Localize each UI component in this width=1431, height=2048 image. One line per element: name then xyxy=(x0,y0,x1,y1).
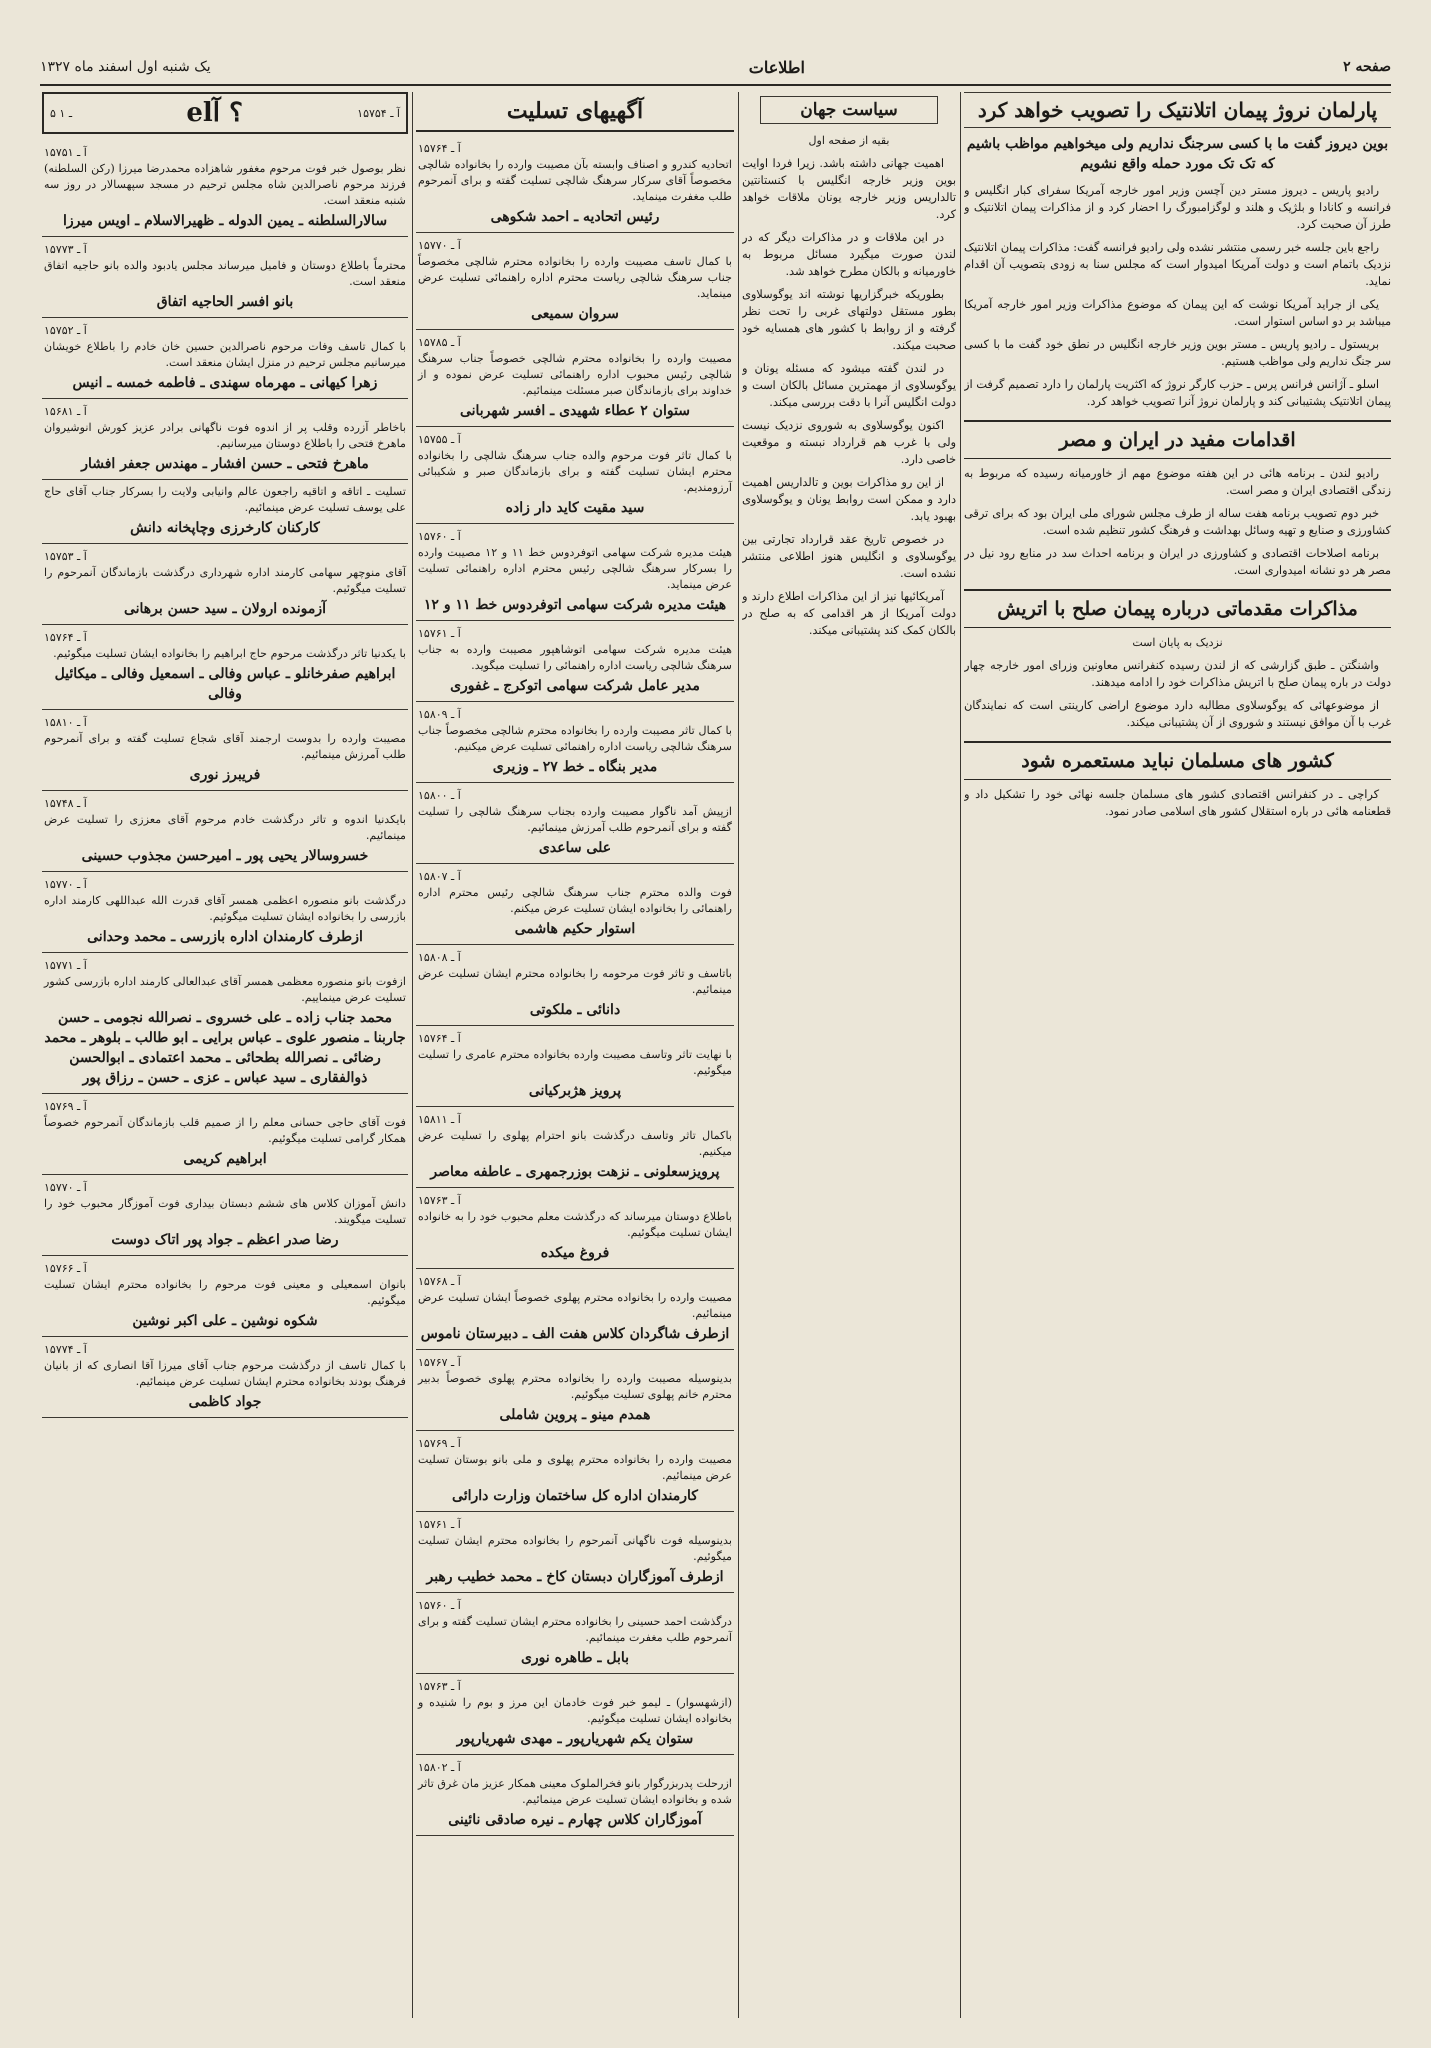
ad-text: ازرحلت پدربزرگوار بانو فخرالملوک معینی همکار عزیز مان غرق تاثر شده و بخانواده ایشان تسلیت عرض مینمائیم. xyxy=(418,1777,732,1806)
ad-text: مصیبت وارده را بخانواده محترم شالچی خصوصاً جناب سرهنگ شالچی رئیس محبوب اداره راهنمائی تسلیت عرض نموده و از خداوند برای بازماندگان صبر مسئلت مینمائیم. xyxy=(418,352,732,397)
ad-signature: علی ساعدی xyxy=(538,840,612,856)
ad-code: آ ـ ۱۵۷۵۱ xyxy=(44,146,87,159)
notices-column xyxy=(42,92,408,2018)
ad-code: آ ـ ۱۵۷۶۹ xyxy=(418,1437,461,1450)
ad-code: آ ـ ۱۵۷۷۳ xyxy=(44,243,87,256)
ad-signature: ازطرف شاگردان کلاس هفت الف ـ دبیرستان ناموس xyxy=(420,1326,730,1342)
condolence-ad xyxy=(416,1350,734,1431)
article-body xyxy=(742,155,956,639)
ad-text: باتاسف و تاثر فوت مرحومه را بخانواده محترم ایشان تسلیت عرض مینمائیم. xyxy=(418,967,732,996)
ad-signature: فریبرز نوری xyxy=(189,767,261,783)
ad-signature: بابل ـ طاهره نوری xyxy=(520,1650,630,1666)
condolence-ad xyxy=(42,1337,408,1418)
header-logo-mark: el؟ xyxy=(186,97,243,128)
condolence-ad xyxy=(42,544,408,625)
ad-signature: مدیر عامل شرکت سهامی اتوکرج ـ غفوری xyxy=(450,678,700,694)
ad-signature: پرویز هژبرکیانی xyxy=(528,1083,622,1099)
ad-code: آ ـ ۱۵۶۸۱ xyxy=(44,405,87,418)
ad-text: باخاطر آزرده وقلب پر از اندوه فوت ناگهانی برادر عزیز کورش انوشیروان ماهرخ فتحی را باطلاع دوستان میرسانیم. xyxy=(44,421,406,450)
condolence-ad xyxy=(416,1269,734,1350)
ad-code: آ ـ ۱۵۷۴۸ xyxy=(44,797,87,810)
ad-text: هیئت مدیره شرکت سهامی اتوفردوس خط ۱۱ و ۱۲ مصیبت وارده را بسرکار سرهنگ شالچی رئیس محترم اداره راهنمائی تسلیت عرض مینماید. xyxy=(418,546,733,591)
ad-code: آ ـ ۱۵۷۶۴ xyxy=(418,142,461,155)
ad-signature: ستوان ۲ عطاء شهیدی ـ افسر شهربانی xyxy=(459,403,691,419)
ad-signature: سید مقیت کاید دار زاده xyxy=(505,500,645,516)
article-paragraph: در لندن گفته میشود که مسئله یونان و یوگوسلاوی از مهمترین مسائل بالکان است و دولت انگلیس آنرا با دقت بررسی میکند. xyxy=(742,362,956,409)
notices-header xyxy=(42,92,408,134)
ad-code: آ ـ ۱۵۸۱۱ xyxy=(418,1113,461,1126)
ad-code: آ ـ ۱۵۸۰۷ xyxy=(418,870,461,883)
ad-code: آ ـ ۱۵۷۶۴ xyxy=(418,1032,461,1045)
ad-code: آ ـ ۱۵۸۱۰ xyxy=(44,716,87,729)
condolence-ad xyxy=(416,1431,734,1512)
ad-text: با کمال تاسف وفات مرحوم ناصرالدین حسین خان خادم را باطلاع خویشان میرسانیم مجلس ترحیم در منزل ایشان منعقد است. xyxy=(44,340,406,369)
condolence-ad xyxy=(416,783,734,864)
header-code-left: ۵ ـ ۱ xyxy=(50,106,73,120)
condolence-ad xyxy=(416,330,734,427)
ad-code: آ ـ ۱۵۸۰۰ xyxy=(418,789,461,802)
condolence-ad xyxy=(416,1188,734,1269)
ad-signature: شکوه نوشین ـ علی اکبر نوشین xyxy=(132,1313,318,1329)
ad-signature: کارمندان اداره کل ساختمان وزارت دارائی xyxy=(452,1488,698,1504)
article-body xyxy=(964,657,1391,731)
ad-signature: دانائی ـ ملکوتی xyxy=(529,1002,621,1018)
ad-text: بدینوسیله مصیبت وارده را بخانواده محترم پهلوی خصوصاً بدبیر محترم خانم پهلوی تسلیت میگوئیم. xyxy=(418,1372,732,1401)
condolence-ad xyxy=(416,1107,734,1188)
article-paragraph: کراچی ـ در کنفرانس اقتصادی کشور های مسلمان جلسه نهائی خود را تشکیل داد و قطعنامه هائی در باره استقلال کشور های اسلامی صادر نمود. xyxy=(964,788,1391,818)
newspaper-name: اطلاعات xyxy=(748,57,805,77)
ad-text: آقای منوچهر سهامی کارمند اداره شهرداری درگذشت بازماندگان آنمرحوم را تسلیت میگوئیم. xyxy=(44,566,406,595)
ad-signature: رئیس اتحادیه ـ احمد شکوهی xyxy=(490,209,660,225)
header-logo-letter: آ xyxy=(212,97,220,128)
article-paragraph: خبر دوم تصویب برنامه هفت ساله از طرف مجلس شورای ملی ایران بود که برای ترقی کشاورزی و صنایع و تهیه وسائل بهداشت و فرهنگ کشور تنظیم شده است. xyxy=(964,507,1391,537)
condolence-ad xyxy=(416,136,734,233)
condolence-ad xyxy=(42,318,408,399)
ad-code: آ ـ ۱۵۷۶۳ xyxy=(418,1680,461,1693)
ad-code: آ ـ ۱۵۷۶۳ xyxy=(418,1194,461,1207)
condolence-ad xyxy=(42,953,408,1094)
page-number: صفحه ۲ xyxy=(1343,59,1391,75)
ad-text: بدینوسیله فوت ناگهانی آنمرحوم را بخانواده محترم ایشان تسلیت میگوئیم. xyxy=(418,1534,732,1563)
ad-code: آ ـ ۱۵۷۷۴ xyxy=(44,1343,87,1356)
ad-text: (ازشهسوار) ـ لیمو خبر فوت خادمان این مرز و بوم را شنیده و بخانواده ایشان تسلیت میگوئیم. xyxy=(418,1696,732,1725)
condolence-ad xyxy=(42,140,408,237)
headline-austria-treaty: مذاکرات مقدماتی درباره پیمان صلح با اتریش xyxy=(964,589,1391,628)
article-paragraph: راجع باین جلسه خبر رسمی منتشر نشده ولی رادیو فرانسه گفت: مذاکرات پیمان اتلانتیک نزدیک باتمام است و دولت آمریکا امیدوار است که مجلس سنا به زودی بتصویب آن اقدام نماید. xyxy=(964,241,1391,288)
article-paragraph: از این رو مذاکرات بوین و تالداریس اهمیت دارد و ممکن است روابط یونان و یوگوسلاوی بهبود یابد. xyxy=(742,476,956,523)
section-title-world-politics: سیاست جهان xyxy=(760,96,938,124)
column-rule xyxy=(960,92,961,2018)
ads-list xyxy=(42,140,408,1418)
condolence-ad xyxy=(416,427,734,524)
ad-code: آ ـ ۱۵۸۰۸ xyxy=(418,951,461,964)
article-paragraph: واشنگتن ـ طبق گزارشی که از لندن رسیده کنفرانس معاونین وزرای امور خارجه چهار دولت در باره پیمان صلح با اتریش مذاکرات خود را ادامه میدهند. xyxy=(964,659,1391,689)
ad-text: نظر بوصول خبر فوت مرحوم مغفور شاهزاده محمدرضا میرزا (رکن السلطنه) فرزند مرحوم ناصرالدین شاه مجلس ترحیم در مسجد سپهسالار در روز سه شنبه منعقد است. xyxy=(44,162,406,207)
ad-signature: استوار حکیم هاشمی xyxy=(514,921,636,937)
ad-signature: زهرا کیهانی ـ مهرماه سهندی ـ فاطمه خمسه ـ انیس xyxy=(72,375,378,391)
ad-text: درگذشت احمد حسینی را بخانواده محترم ایشان تسلیت گفته و برای آنمرحوم طلب مغفرت مینمائیم. xyxy=(418,1615,732,1644)
ad-text: باطلاع دوستان میرساند که درگذشت معلم محبوب خود را به خانواده ایشان تسلیت میگوئیم. xyxy=(418,1210,732,1239)
ad-text: محترماً باطلاع دوستان و فامیل میرساند مجلس یادبود والده بانو حاجیه اتفاق منعقد است. xyxy=(44,259,406,288)
condolence-ad xyxy=(416,945,734,1026)
article-paragraph: یکی از جراید آمریکا نوشت که این پیمان که موضوع مذاکرات وزیر امور خارجه آمریکا میباشد بر دو اساس استوار است. xyxy=(964,298,1391,328)
ad-text: با کمال تاثر مصیبت وارده را بخانواده محترم شالچی مخصوصاً جناب سرهنگ شالچی ریاست اداره راهنمائی تسلیت عرض میکنیم. xyxy=(418,724,732,753)
ad-code: آ ـ ۱۵۷۶۶ xyxy=(44,1262,87,1275)
article-paragraph: در این ملاقات و در مذاکرات دیگر که در لندن صورت میگیرد مسائل مربوط به خاورمیانه و بالکان مطرح خواهد شد. xyxy=(742,231,956,278)
subhead-bevin: بوین دیروز گفت ما با کسی سرجنگ نداریم ولی میخواهیم مواظب باشیم که تک تک مورد حمله واقع نشویم xyxy=(966,136,1389,172)
news-column-world-politics xyxy=(742,92,956,2018)
ad-text: با کمال تاسف مصیبت وارده را بخانواده محترم شالچی مخصوصاً جناب سرهنگ شالچی ریاست محترم اداره راهنمائی تسلیت عرض مینماید. xyxy=(418,255,732,300)
news-column-world xyxy=(964,92,1391,2018)
ad-text: درگذشت بانو منصوره اعظمی همسر آقای قدرت الله عبداللهی کارمند اداره بازرسی را بخانواده ایشان تسلیت میگوئیم. xyxy=(44,894,406,923)
ad-text: دانش آموزان کلاس های ششم دبستان بیداری فوت آموزگار محبوب خود را تسلیت میگویند. xyxy=(44,1197,406,1226)
ad-code: آ ـ ۱۵۸۰۹ xyxy=(418,708,461,721)
issue-date: یک شنبه اول اسفند ماه ۱۳۲۷ xyxy=(40,59,211,75)
condolence-ad xyxy=(416,1026,734,1107)
condolence-ads-column xyxy=(416,92,734,2018)
ad-code: آ ـ ۱۵۷۶۸ xyxy=(418,1275,461,1288)
condolence-ad xyxy=(42,625,408,710)
ad-code: آ ـ ۱۵۷۵۵ xyxy=(418,433,461,446)
condolence-ad xyxy=(42,480,408,544)
condolence-ad xyxy=(416,524,734,621)
ad-signature: کارکنان کارخرزی وچاپخانه دانش xyxy=(130,520,320,536)
ad-signature: رضا صدر اعظم ـ جواد پور اتاک دوست xyxy=(111,1232,339,1248)
condolence-ad xyxy=(42,1094,408,1175)
ad-signature: ماهرخ فتحی ـ حسن افشار ـ مهندس جعفر افشار xyxy=(81,456,369,472)
masthead xyxy=(40,50,1391,86)
ad-text: ازفوت بانو منصوره معظمی همسر آقای عبدالعالی کارمند اداره بازرسی کشور تسلیت عرض مینماییم. xyxy=(44,975,406,1004)
ad-code: آ ـ ۱۵۸۰۲ xyxy=(418,1761,461,1774)
condolence-ad xyxy=(416,233,734,330)
ad-text: مصیبت وارده را بدوست ارجمند آقای شجاع تسلیت گفته و برای آنمرحوم طلب آمرزش مینمائیم. xyxy=(44,732,406,761)
ad-signature: محمد جناب زاده ـ علی خسروی ـ نصرالله نجومی ـ حسن جاربنا ـ منصور علوی ـ عباس برایی ـ ابو طالب ـ بلوهر ـ محمد رضائی ـ نصرالله بطحائی ـ محمد اعتمادی ـ ابوالحسن ذوالفقاری ـ سید عباس ـ عزی ـ حسن ـ رزاق پور xyxy=(44,1010,406,1086)
article-paragraph: اهمیت جهانی داشته باشد. زیرا فردا اوایت بوین وزیر خارجه انگلیس با کنستانتین تالداریس وزیر خارجه یونان ملاقات خواهد کرد. xyxy=(742,157,956,221)
ad-text: با نهایت تاثر وتاسف مصیبت وارده بخانواده محترم عامری را تسلیت میگوئیم. xyxy=(418,1048,732,1077)
headline-muslim-countries: کشور های مسلمان نباید مستعمره شود xyxy=(964,741,1391,780)
ad-code: آ ـ ۱۵۷۷۰ xyxy=(44,878,87,891)
ad-text: بایکدنیا اندوه و تاثر درگذشت خادم مرحوم آقای معززی را تسلیت عرض مینمائیم. xyxy=(44,813,406,842)
condolence-ad xyxy=(42,399,408,480)
condolence-ad xyxy=(416,864,734,945)
article-paragraph: از موضوعهائی که یوگوسلاوی مطالبه دارد موضوع اراضی کارینتی است که نمایندگان غرب با آن موافق نیستند و شوروی از آن پشتیبانی میکند. xyxy=(964,699,1391,729)
ad-signature: ستوان یکم شهریارپور ـ مهدی شهریارپور xyxy=(456,1731,694,1747)
ad-signature: ابراهیم کریمی xyxy=(183,1151,267,1167)
ad-signature: ازطرف کارمندان اداره بازرسی ـ محمد وحدانی xyxy=(87,929,363,945)
ad-text: با کمال تاثر فوت مرحوم والده جناب سرهنگ شالچی را بخانواده محترم ایشان تسلیت گفته و برای بازماندگان صبر و شکیبائی آرزومندیم. xyxy=(418,449,732,494)
ad-text: مصیبت وارده را بخانواده محترم پهلوی و ملی بانو بوستان تسلیت عرض مینمائیم. xyxy=(418,1453,732,1482)
condolence-ad xyxy=(42,1175,408,1256)
ad-text: با یکدنیا تاثر درگذشت مرحوم حاج ابراهیم را بخانواده ایشان تسلیت میگوئیم. xyxy=(53,647,406,660)
ad-signature: آزمونده ارولان ـ سید حسن برهانی xyxy=(123,601,327,617)
ad-signature: هیئت مدیره شرکت سهامی اتوفردوس خط ۱۱ و ۱۲ xyxy=(423,597,727,613)
ad-code: آ ـ ۱۵۷۷۱ xyxy=(44,959,87,972)
ad-text: تسلیت ـ اتاقه و اتاقیه راجعون عالم وانیابی ولایت را بسرکار جناب آقای حاج علی یوسف تسلیت عرض مینمائیم. xyxy=(44,485,406,514)
article-paragraph: اسلو ـ آژانس فرانس پرس ـ حزب کارگر نروژ که اکثریت پارلمان را دارد تصمیم گرفت از پیمان اتلانتیک پشتیبانی کند و پارلمان نروژ آنرا تصویب خواهد کرد. xyxy=(964,378,1391,408)
continued-note: بقیه از صفحه اول xyxy=(808,134,890,147)
ad-signature: ازطرف آموزگاران دبستان کاخ ـ محمد خطیب رهبر xyxy=(426,1569,724,1585)
ad-code: آ ـ ۱۵۷۶۹ xyxy=(44,1100,87,1113)
ad-code: آ ـ ۱۵۷۶۱ xyxy=(418,1518,461,1531)
headline-iran-egypt: اقدامات مفید در ایران و مصر xyxy=(964,420,1391,459)
article-body xyxy=(964,465,1391,579)
ad-code: آ ـ ۱۵۷۶۴ xyxy=(44,631,87,644)
condolence-ad xyxy=(42,710,408,791)
ad-code: آ ـ ۱۵۷۷۰ xyxy=(418,239,461,252)
column-rule xyxy=(412,92,413,2018)
condolence-ad xyxy=(416,1593,734,1674)
ad-text: مصیبت وارده را بخانواده محترم پهلوی خصوصاً ایشان تسلیت عرض مینمائیم. xyxy=(418,1291,732,1320)
ad-signature: خسروسالار یحیی پور ـ امیرحسن مجذوب حسینی xyxy=(81,848,369,864)
condolence-ad xyxy=(416,1755,734,1836)
ad-signature: آموزگاران کلاس چهارم ـ نیره صادقی نائینی xyxy=(448,1812,702,1828)
ad-signature: فروغ میکده xyxy=(540,1245,610,1261)
ad-signature: سالارالسلطنه ـ یمین الدوله ـ ظهیرالاسلام ـ اویس میرزا xyxy=(62,213,388,229)
ad-signature: پرویزسعلونی ـ نزهت بوزرجمهری ـ عاطفه معاصر xyxy=(430,1164,720,1180)
ad-text: بانوان اسمعیلی و معینی فوت مرحوم را بخانواده محترم ایشان تسلیت میگوئیم. xyxy=(44,1278,406,1307)
article-paragraph: رادیو پاریس ـ دیروز مستر دین آچسن وزیر امور خارجه آمریکا سفرای کبار انگلیس و فرانسه و کانادا و بلژیک و هلند و لوگزامبورگ را احضار کرد و از مذاکرات پیمان اتلانتیک و طرز آن صحبت کرد. xyxy=(964,184,1391,231)
ad-text: فوت آقای حاجی حسانی معلم را از صمیم قلب بازماندگان آنمرحوم خصوصاً همکار گرامی تسلیت میگوئیم. xyxy=(44,1116,406,1145)
subheading-note: نزدیک به پایان است xyxy=(1132,636,1223,649)
ad-text: با کمال تاسف از درگذشت مرحوم جناب آقای میرزا آقا انصاری که از بانیان فرهنگ بودند بخانواده محترم ایشان تسلیت عرض مینمائیم. xyxy=(44,1359,406,1388)
ad-text: باکمال تاثر وتاسف درگذشت بانو احترام پهلوی را تسلیت عرض میکنیم. xyxy=(418,1129,732,1158)
ads-list xyxy=(416,136,734,1836)
ad-code: آ ـ ۱۵۷۵۲ xyxy=(44,324,87,337)
ad-code: آ ـ ۱۵۷۶۱ xyxy=(418,627,461,640)
article-paragraph: بریستول ـ رادیو پاریس ـ مستر بوین وزیر خارجه انگلیس در نطق خود گفت ما با کسی سر جنگ نداریم ولی مواظب هستیم. xyxy=(964,338,1391,368)
ad-code: آ ـ ۱۵۷۵۳ xyxy=(44,550,87,563)
condolence-ad xyxy=(42,791,408,872)
ad-text: هیئت مدیره شرکت سهامی اتوشاهپور مصیبت وارده به جناب سرهنگ شالچی ریاست اداره راهنمائی را تسلیت میگوید. xyxy=(418,643,732,672)
article-body xyxy=(964,786,1391,820)
condolence-ad xyxy=(42,872,408,953)
ad-signature: جواد کاظمی xyxy=(188,1394,262,1410)
ad-code: آ ـ ۱۵۷۷۰ xyxy=(44,1181,87,1194)
header-code-right: آ ـ ۱۵۷۵۴ xyxy=(357,106,400,120)
ad-signature: سروان سمیعی xyxy=(531,306,619,322)
ad-code: آ ـ ۱۵۷۶۷ xyxy=(418,1356,461,1369)
ads-banner: آگهیهای تسلیت xyxy=(416,92,734,132)
column-rule xyxy=(738,92,739,2018)
article-paragraph: برنامه اصلاحات اقتصادی و کشاورزی در ایران و برنامه احداث سد در منابع رود نیل در مصر هر دو نشانه امیدواری است. xyxy=(964,547,1391,577)
article-paragraph: رادیو لندن ـ برنامه هائی در این هفته موضوع مهم از خاورمیانه رسیده که مربوط به زندگی اقتصادی ایران و مصر است. xyxy=(964,467,1391,497)
condolence-ad xyxy=(416,1512,734,1593)
condolence-ad xyxy=(416,1674,734,1755)
ad-text: ازپیش آمد ناگوار مصیبت وارده بجناب سرهنگ شالچی را تسلیت گفته و برای آنمرحوم طلب آمرزش مینمائیم. xyxy=(418,805,732,834)
ad-signature: همدم مینو ـ پروین شاملی xyxy=(499,1407,651,1423)
headline-norway: پارلمان نروژ پیمان اتلانتیک را تصویب خواهد کرد xyxy=(964,92,1391,128)
condolence-ad xyxy=(416,621,734,702)
ad-code: آ ـ ۱۵۷۸۵ xyxy=(418,336,461,349)
ad-code: آ ـ ۱۵۷۶۰ xyxy=(418,530,461,543)
ad-code: آ ـ ۱۵۷۶۰ xyxy=(418,1599,461,1612)
header-logo xyxy=(186,97,243,128)
article-paragraph: بطوریکه خبرگزاریها نوشته اند یوگوسلاوی بطور مستقل دولتهای غربی را تحت نظر گرفته و از روابط با کشور های همسایه خود صحبت میکند. xyxy=(742,288,956,352)
ad-signature: مدیر بنگاه ـ خط ۲۷ ـ وزیری xyxy=(492,759,658,775)
article-paragraph: در خصوص تاریخ عقد قرارداد تجارتی بین یوگوسلاوی و انگلیس هنوز اطلاعی منتشر نشده است. xyxy=(742,533,956,580)
condolence-ad xyxy=(42,1256,408,1337)
condolence-ad xyxy=(42,237,408,318)
condolence-ad xyxy=(416,702,734,783)
ad-signature: ابراهیم صفرخانلو ـ عباس وفالی ـ اسمعیل وفالی ـ میکائیل وفالی xyxy=(54,666,396,702)
ad-text: اتحادیه کندرو و اصناف وابسته بآن مصیبت وارده را بخانواده شالچی مخصوصاً آقای سرکار سرهنگ شالچی تسلیت گفته و برای آنمرحوم طلب مغفرت مینماید. xyxy=(418,158,732,203)
article-body xyxy=(964,182,1391,410)
ad-signature: بانو افسر الحاجیه اتفاق xyxy=(156,294,294,310)
ad-text: فوت والده محترم جناب سرهنگ شالچی رئیس محترم اداره راهنمائی را بخانواده ایشان تسلیت عرض میکنم. xyxy=(418,886,732,915)
article-paragraph: آمریکائیها نیز از این مذاکرات اطلاع دارند و دولت آمریکا از هر اقدامی که به صلح در بالکان کمک کند پشتیبانی میکند. xyxy=(742,590,956,637)
article-paragraph: اکنون یوگوسلاوی به شوروی نزدیک نیست ولی با غرب هم قرارداد نبسته و موقعیت خاصی دارد. xyxy=(742,419,956,466)
